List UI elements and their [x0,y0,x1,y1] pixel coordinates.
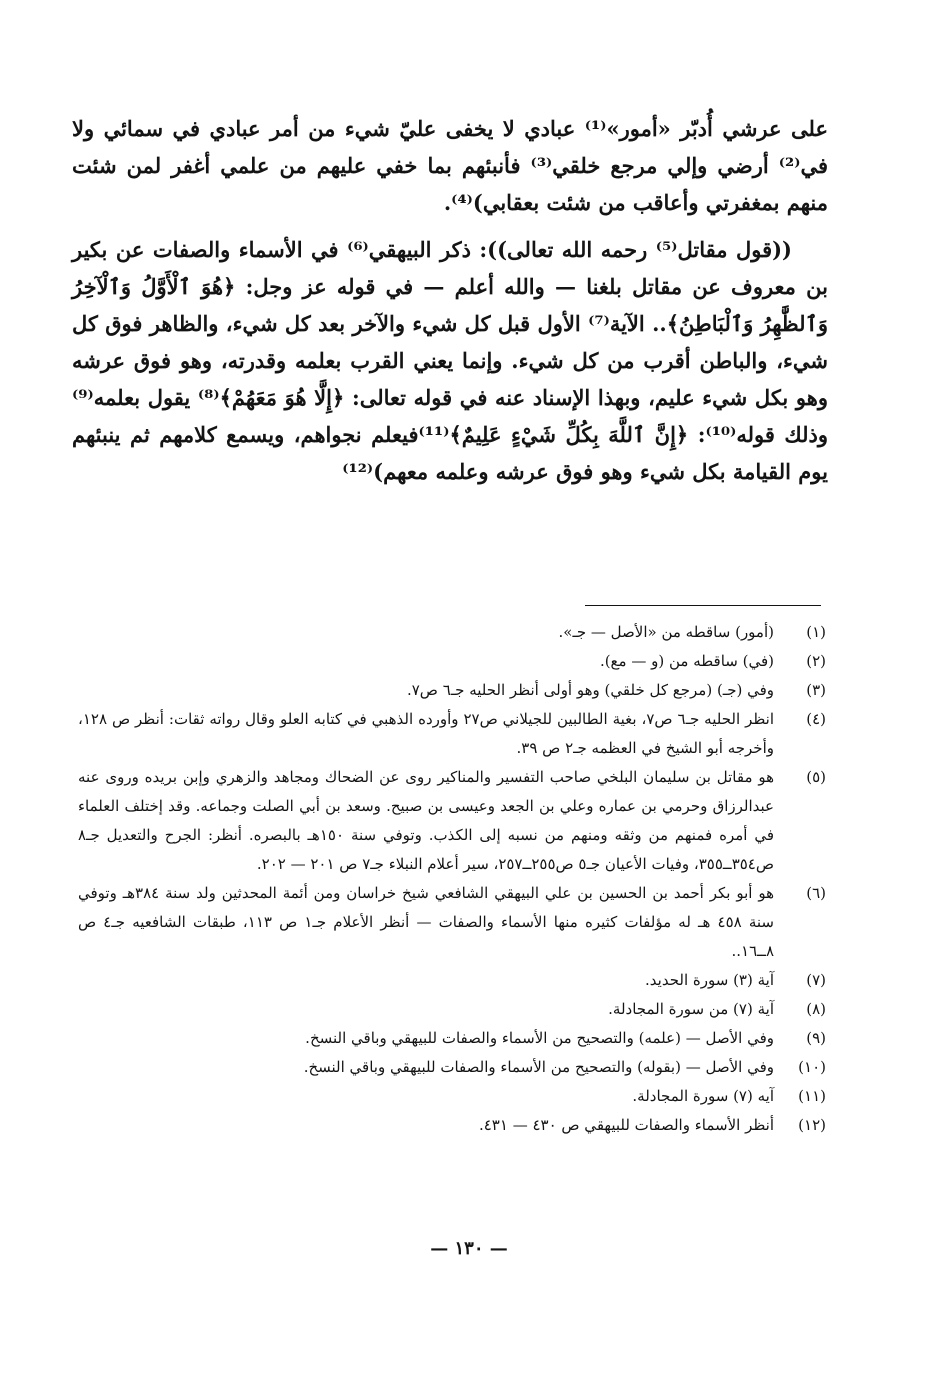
footnote-item [78,618,826,647]
footnotes [78,618,826,1140]
footnote-text: انظر الحليه جـ٦ ص٧، بغية الطالبين للجيلاني ص٢٧ وأورده الذهبي في كتابه العلو وقال رواته ثقات: أنظر ص ١٢٨، وأخرجه أبو الشيخ في العظمه جـ٢ ص ٣٩. [78,710,774,757]
footnote-number: (١٢) [798,1116,826,1134]
footnote-text: أنظر الأسماء والصفات للبيهقي ص ٤٣٠ — ٤٣١. [478,1116,774,1134]
footnote-number: (٦) [806,884,826,902]
footnote-text: وفي الأصل — (علمه) والتصحيح من الأسماء والصفات للبيهقي وباقي النسخ. [305,1029,774,1047]
footnote-text: وفي الأصل — (بقوله) والتصحيح من الأسماء والصفات للبيهقي وباقي النسخ. [303,1058,774,1076]
footnote-item [78,1082,826,1111]
footnote-item [78,763,826,879]
footnote-item [78,966,826,995]
footnote-item [78,995,826,1024]
footnote-number: (٩) [806,1029,826,1047]
footnote-number: (٤) [806,710,826,728]
footnote-item [78,705,826,763]
footnote-text: هو أبو بكر أحمد بن الحسين بن علي البيهقي الشافعي شيخ خراسان ومن أئمة المحدثين ولد سنة ٣٨٤هـ وتوفي سنة ٤٥٨ هـ له مؤلفات كثيره منها الأسماء والصفات — أنظر الأعلام جـ١ ص ١١٣، طبقات الشافعيه جـ٤ ص ٨ــ١٦.. [78,884,775,960]
footnote-item [78,647,826,676]
footnote-number: (٢) [806,652,826,670]
footnote-text: آية (٣) سورة الحديد. [645,971,774,989]
footnote-divider [585,605,821,606]
footnote-item [78,676,826,705]
footnote-text: آيه (٧) سورة المجادلة. [632,1087,774,1105]
footnote-text: هو مقاتل بن سليمان البلخي صاحب التفسير والمناكير روى عن الضحاك ومجاهد والزهري وإبن بريده وروى عنه عبدالرزاق وحرمي بن عماره وعلي بن الجعد وعيسى بن صبيح. وسعد بن أبي الصلت وجماعه. وقد إختلف العلماء في أمره فمنهم من وثقه ومنهم من نسبه إلى الكذب. وتوفي سنة ١٥٠هـ بالبصره. أنظر: الجرح والتعديل جـ٨ ص٣٥٤ــ٣٥٥، وفيات الأعيان جـ٥ ص٢٥٥ــ٢٥٧، سير أعلام النبلاء جـ٧ ص ٢٠١ — ٢٠٢. [78,768,775,873]
footnote-number: (٥) [806,768,826,786]
paragraph: ((قول مقاتل⁽⁵⁾ رحمه الله تعالى)): ذكر البيهقي⁽⁶⁾ في الأسماء والصفات عن بكير بن معروف عن مقاتل بلغنا — والله أعلم — في قوله عز وجل: ﴿هُوَ ٱلْأَوَّلُ وَٱلْآخِرُ وَٱلظَّٰهِرُ وَٱلْبَاطِنُ﴾.. الآية⁽⁷⁾ الأول قبل كل شيء والآخر بعد كل شيء، والظاهر فوق كل شيء، والباطن أقرب من كل شيء. وإنما يعني القرب بعلمه وقدرته، وهو فوق عرشه وهو بكل شيء عليم، وبهذا الإسناد عنه في قوله تعالى: ﴿إِلَّا هُوَ مَعَهُمْ﴾⁽⁸⁾ يقول بعلمه⁽⁹⁾ وذلك قوله⁽¹⁰⁾: ﴿إِنَّ ٱللَّهَ بِكُلِّ شَيْءٍ عَلِيمٌ﴾⁽¹¹⁾فيعلم نجواهم، ويسمع كلامهم ثم ينبئهم يوم القيامة بكل شيء وهو فوق عرشه وعلمه معهم)⁽¹²⁾ [72,237,828,484]
footnote-number: (١٠) [798,1058,826,1076]
page-number: — ١٣٠ — [430,1238,508,1259]
footnote-number: (١١) [798,1087,826,1105]
footnote-item [78,1053,826,1082]
main-text [72,110,828,500]
footnote-number: (٣) [806,681,826,699]
footnote-text: آية (٧) من سورة المجادلة. [608,1000,774,1018]
footnote-number: (٨) [806,1000,826,1018]
footnote-number: (٧) [806,971,826,989]
footnote-item [78,1024,826,1053]
footnote-text: وفي (جـ) (مرجع كل خلقي) وهو أولى أنظر الحليه جـ٦ ص٧. [406,681,774,699]
footnote-item [78,879,826,966]
footnote-text: (أمور) ساقطه من «الأصل — جـ». [558,623,774,641]
paragraph: على عرشي أُدبّر «أمور»⁽¹⁾ عبادي لا يخفى عليّ شيء من أمر عبادي في سمائي ولا في⁽²⁾ أرضي وإلي مرجع خلقي⁽³⁾ فأنبئهم بما خفي عليهم من علمي أغفر لمن شئت منهم بمغفرتي وأعاقب من شئت بعقابي)⁽⁴⁾. [72,116,828,215]
footnote-text: (في) ساقطه من (و — مع). [599,652,774,670]
footnote-item [78,1111,826,1140]
footnote-number: (١) [806,623,826,641]
